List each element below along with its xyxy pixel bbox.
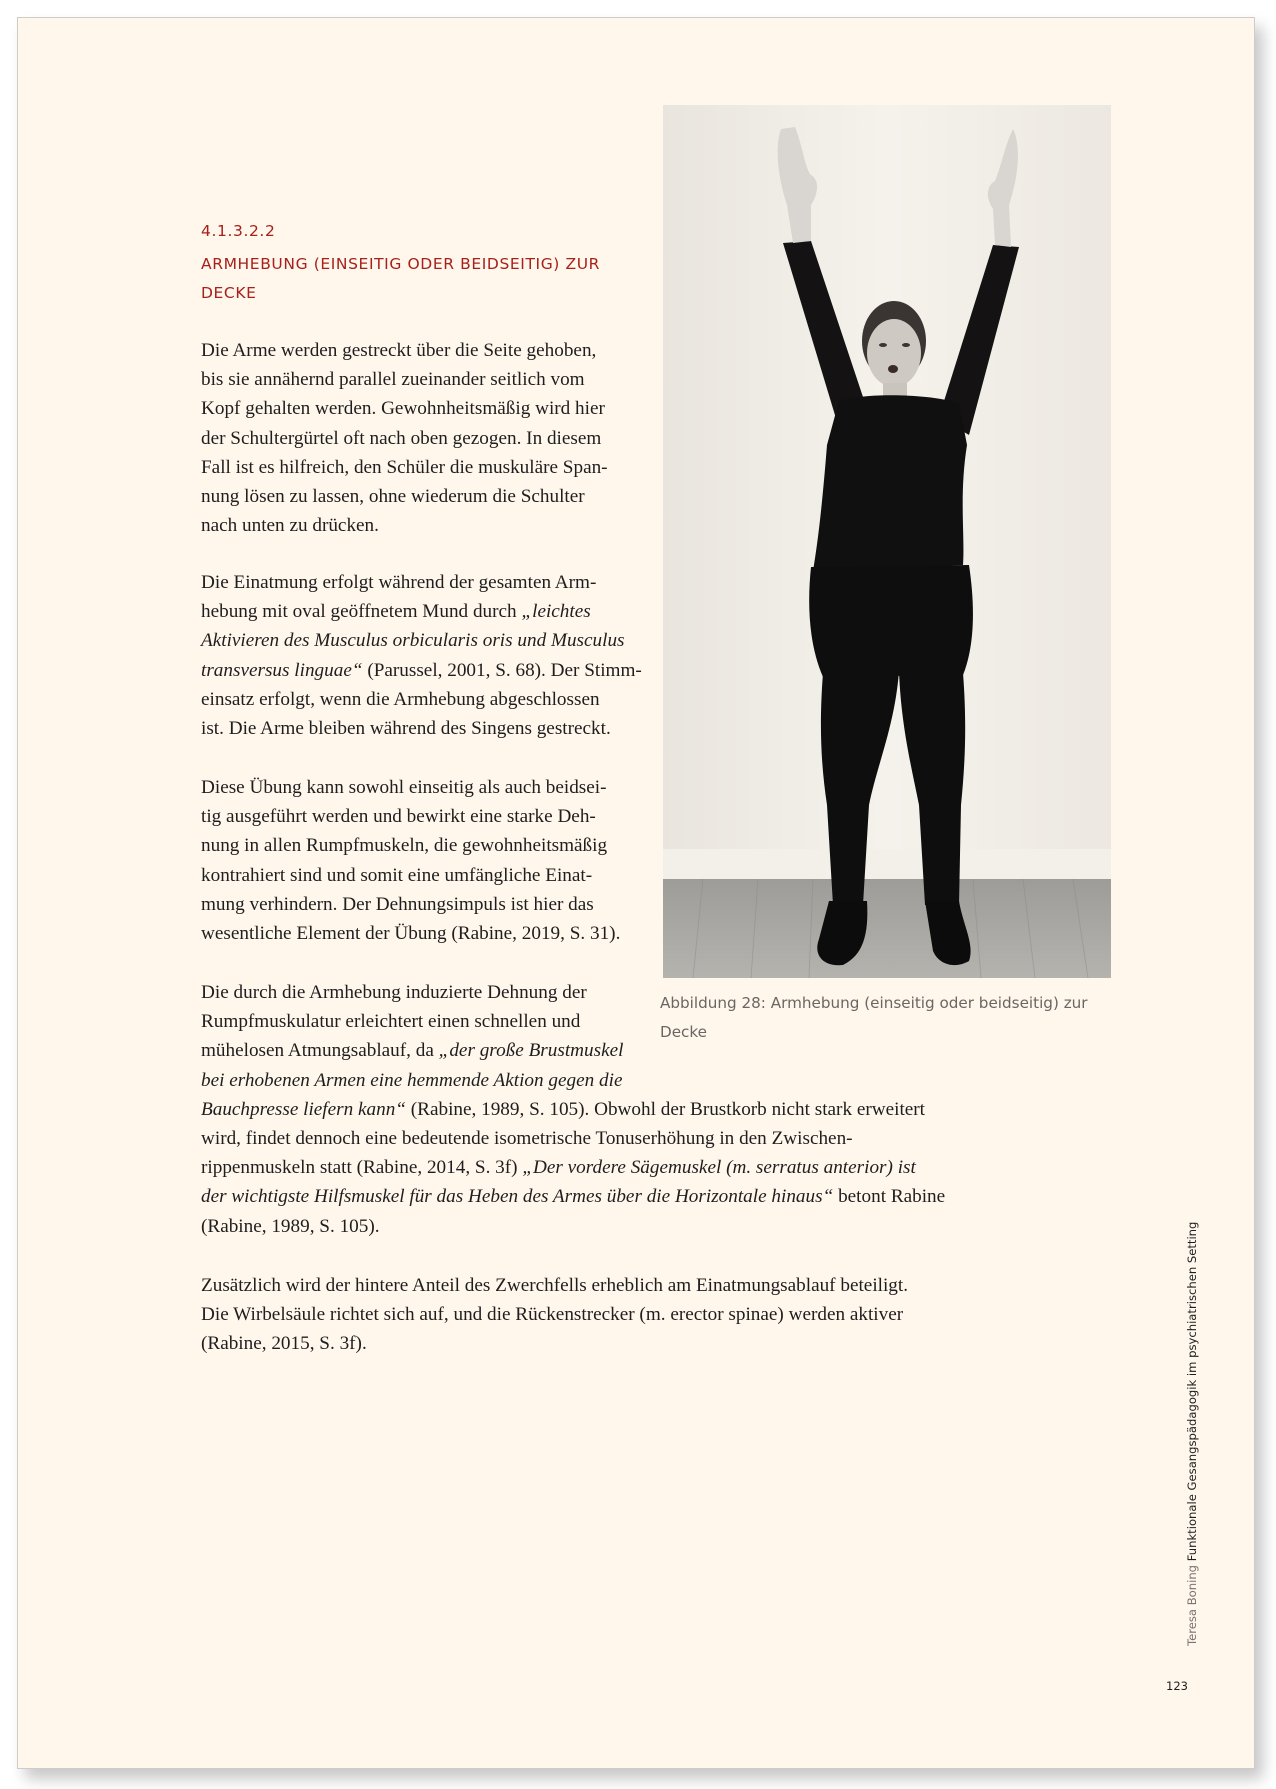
text-line: einsatz erfolgt, wenn die Armhebung abgeschlossen [201, 688, 600, 710]
page-number: 123 [1166, 1679, 1188, 1693]
text-line: nung in allen Rumpfmuskeln, die gewohnheitsmäßig [201, 835, 608, 857]
running-head [1185, 1222, 1199, 1646]
text-line: Die Einatmung erfolgt während der gesamten Arm- [201, 572, 597, 593]
quote-span: Bauchpresse liefern kann“ [201, 1098, 406, 1120]
floor [663, 879, 1111, 978]
text-line [201, 1066, 945, 1095]
paragraph-2 [201, 568, 642, 743]
text-line: wesentliche Element der Übung (Rabine, 2019, S. 31). [201, 923, 621, 945]
text-line: kontrahiert sind und somit eine umfängliche Einat- [201, 864, 593, 886]
text-line [201, 656, 642, 685]
text-line [201, 1153, 945, 1182]
left-eye [879, 343, 887, 347]
quote-span: der wichtigste Hilfsmuskel für das Heben des Armes über die Horizontale hinaus“ [201, 1186, 834, 1208]
text-line: Kopf gehalten werden. Gewohnheitsmäßig wird hier [201, 398, 605, 420]
quote-span: transversus linguae“ [201, 659, 363, 681]
section-number: 4.1.3.2.2 [201, 222, 276, 240]
paragraph-3 [201, 773, 620, 948]
caption-line: Abbildung 28: Armhebung (einseitig oder beidseitig) zur [660, 994, 1088, 1012]
text-line: Die durch die Armhebung induzierte Dehnung der [201, 982, 587, 1003]
quote-span: „Der vordere Sägemuskel (m. serratus anterior) ist [522, 1157, 916, 1179]
text-span: mühelosen Atmungsablauf, da [201, 1040, 439, 1062]
text-line: (Rabine, 2015, S. 3f). [201, 1333, 367, 1355]
citation-span: (Rabine, 1989, S. 105). Obwohl der Brustkorb nicht stark erweitert [405, 1098, 926, 1120]
section-title-line: DECKE [201, 284, 257, 302]
citation-span: rippenmuskeln statt (Rabine, 2014, S. 3f) [201, 1157, 523, 1179]
text-line: mung verhindern. Der Dehnungsimpuls ist hier das [201, 893, 594, 915]
text-line: bis sie annähernd parallel zueinander seitlich vom [201, 369, 585, 391]
text-span: hebung mit oval geöffnetem Mund durch [201, 601, 522, 623]
quote-span: Aktivieren des Musculus orbicularis oris und Musculus [201, 630, 625, 652]
figure-caption [660, 989, 1120, 1047]
figure-photo [663, 105, 1111, 978]
text-line [201, 626, 642, 655]
text-line: Fall ist es hilfreich, den Schüler die muskuläre Span- [201, 456, 608, 478]
quote-span: bei erhobenen Armen eine hemmende Aktion gegen die [201, 1069, 623, 1091]
text-line: Diese Übung kann sowohl einseitig als auch beidsei- [201, 777, 607, 798]
text-line: tig ausgeführt werden und bewirkt eine starke Deh- [201, 806, 596, 828]
face [867, 319, 921, 387]
running-head-author: Teresa Boning [1185, 1564, 1199, 1646]
paragraph-1 [201, 336, 608, 540]
text-line: wird, findet dennoch eine bedeutende isometrische Tonuserhöhung in den Zwischen- [201, 1128, 853, 1150]
running-head-title: Funktionale Gesangspädagogik im psychiatrischen Setting [1185, 1221, 1199, 1562]
text-line: ist. Die Arme bleiben während des Singens gestreckt. [201, 718, 611, 740]
right-eye [902, 343, 910, 347]
text-line [201, 1095, 945, 1124]
text-line [201, 597, 642, 626]
paragraph-5 [201, 1271, 908, 1359]
caption-line: Decke [660, 1023, 707, 1041]
hips [809, 565, 973, 677]
text-line [201, 1182, 945, 1211]
text-line: Die Wirbelsäule richtet sich auf, und die Rückenstrecker (m. erector spinae) werden aktiver [201, 1304, 904, 1326]
open-mouth [888, 365, 898, 373]
torso [813, 395, 967, 571]
text-line: der Schultergürtel oft nach oben gezogen. In diesem [201, 427, 602, 449]
section-title [201, 250, 641, 308]
section-title-line: ARMHEBUNG (EINSEITIG ODER BEIDSEITIG) ZUR [201, 255, 601, 273]
quote-span: „leichtes [521, 601, 591, 623]
text-line: nach unten zu drücken. [201, 515, 379, 537]
text-line: nung lösen zu lassen, ohne wiederum die Schulter [201, 486, 585, 508]
text-line: Rumpfmuskulatur erleichtert einen schnellen und [201, 1011, 581, 1033]
text-span: betont Rabine [833, 1186, 946, 1208]
baseboard [663, 849, 1111, 879]
text-line: Zusätzlich wird der hintere Anteil des Zwerchfells erheblich am Einatmungsablauf beteiligt. [201, 1275, 909, 1296]
text-line: (Rabine, 1989, S. 105). [201, 1215, 380, 1237]
citation-span: (Parussel, 2001, S. 68). Der Stimm- [362, 659, 642, 681]
text-line: Die Arme werden gestreckt über die Seite gehoben, [201, 340, 597, 361]
book-page [17, 17, 1255, 1769]
quote-span: „der große Brustmuskel [438, 1040, 624, 1062]
